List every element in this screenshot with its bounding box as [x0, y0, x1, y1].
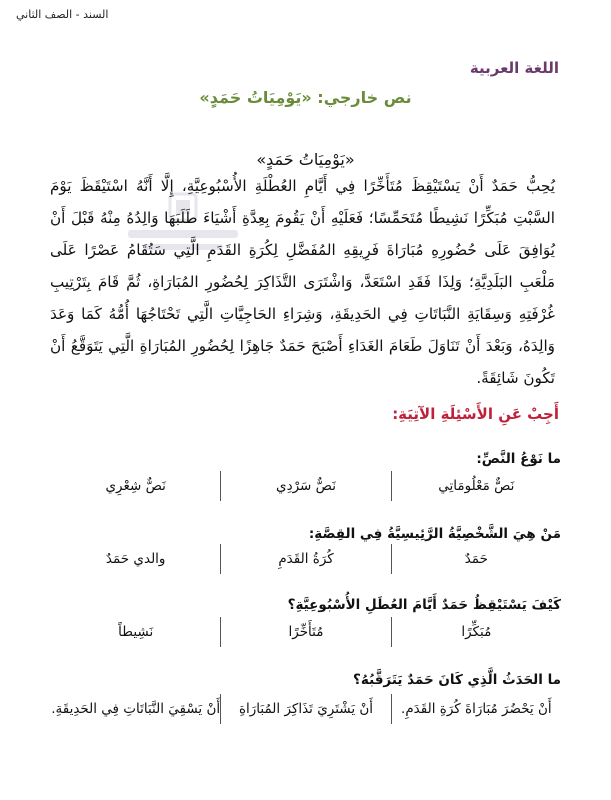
q3-option-1[interactable]: مُبَكِّرًا	[461, 624, 492, 640]
q2-option-1[interactable]: حَمَدٌ	[464, 551, 488, 567]
question-4: ما الحَدَثُ الَّذِي كَانَ حَمَدٌ يَتَرَقَّبُهُ؟	[353, 672, 561, 688]
divider	[220, 471, 221, 501]
divider	[220, 617, 221, 647]
divider	[220, 544, 221, 574]
divider	[391, 471, 392, 501]
document-title: نص خارجي: «يَوْمِيَاتُ حَمَدٍ»	[199, 88, 412, 107]
question-2: مَنْ هِيَ الشَّخْصِيَّةُ الرَّئِيسِيَّةُ فِي القِصَّةِ:	[308, 526, 561, 542]
q2-option-3[interactable]: والدي حَمَدٌ	[105, 551, 166, 567]
q1-option-2[interactable]: نَصٌّ سَرْدِي	[276, 478, 336, 494]
q4-option-3[interactable]: أَنْ يَسْقِيَ النَّبَاتَاتِ فِي الحَدِيقَةِ.	[51, 701, 221, 717]
q1-option-3[interactable]: نَصٌّ شِعْرِي	[105, 478, 166, 494]
divider	[391, 617, 392, 647]
question-3-options	[51, 616, 561, 648]
question-4-options	[51, 693, 561, 725]
questions-instruction: أَجِبْ عَنِ الأَسْئِلَةِ الآتِيَةِ:	[392, 405, 559, 423]
divider	[391, 694, 392, 724]
question-3: كَيْفَ يَسْتَيْقِظُ حَمَدٌ أَيَّامَ العُطَلِ الأُسْبُوعِيَّةِ؟	[287, 597, 561, 613]
q4-option-1[interactable]: أَنْ يَحْضُرَ مُبَارَاةَ كُرَةِ القَدَمِ.	[401, 701, 552, 717]
q3-option-2[interactable]: مُتَأَخِّرًا	[288, 624, 324, 640]
divider	[391, 544, 392, 574]
divider	[220, 694, 221, 724]
subject-heading: اللغة العربية	[469, 59, 559, 77]
q3-option-3[interactable]: نَشِيطاً	[118, 624, 154, 640]
q1-option-1[interactable]: نَصٌّ مَعْلُومَاتِي	[438, 478, 515, 494]
question-1-options	[51, 470, 561, 502]
q2-option-2[interactable]: كُرَةُ القَدَمِ	[278, 551, 334, 567]
story-title: «يَوْمِيَاتُ حَمَدٍ»	[256, 150, 355, 169]
q4-option-2[interactable]: أَنْ يَشْتَرِيَ تَذَاكِرَ المُبَارَاةِ	[238, 701, 374, 717]
story-paragraph: يُحِبُّ حَمَدٌ أَنْ يَسْتَيْقِظَ مُتَأَخِّرًا فِي أَيَّامِ العُطْلَةِ الأُسْبُوعِيَّةِ، إِلَّا أَنَّهُ اسْتَيْقَظَ يَوْمَ السَّبْتِ مُبَكِّرًا نَشِيطًا مُتَحَمِّسًا؛ فَعَلَيْهِ أَنْ يَقُومَ بِعِدَّةِ أَشْيَاءَ طَلَبَهَا وَالِدُهُ مِنْهُ قَبْلَ أَنْ يُوَافِقَ عَلَى حُضُورِهِ مُبَارَاةَ فَرِيقِهِ المُفَضَّلِ لِكُرَةِ القَدَمِ الَّتِي سَتُقَامُ عَصْرًا عَلَى مَلْعَبِ البَلَدِيَّةِ؛ وَلِذَا فَقَدِ اسْتَعَدَّ، وَاشْتَرَى التَّذَاكِرَ لِحُضُورِ المُبَارَاةِ، ثُمَّ قَامَ بِتَرْتِيبِ غُرْفَتِهِ وَسِقَايَةِ النَّبَاتَاتِ فِي الحَدِيقَةِ، وَشِرَاءِ الحَاجِيَّاتِ الَّتِي تَحْتَاجُهَا أُمُّهُ كَمَا وَعَدَ وَالِدَهُ، وَبَعْدَ أَنْ تَنَاوَلَ طَعَامَ الغَدَاءِ أَصْبَحَ حَمَدٌ جَاهِزًا لِحُضُورِ المُبَارَاةِ الَّتِي يَتَوَقَّعُ أَنْ تَكُونَ شَائِقَةً.	[50, 177, 555, 387]
question-1: ما نَوْعُ النَّصِّ:	[476, 451, 561, 467]
question-2-options	[51, 543, 561, 575]
header-label: السند - الصف الثاني	[16, 8, 109, 21]
